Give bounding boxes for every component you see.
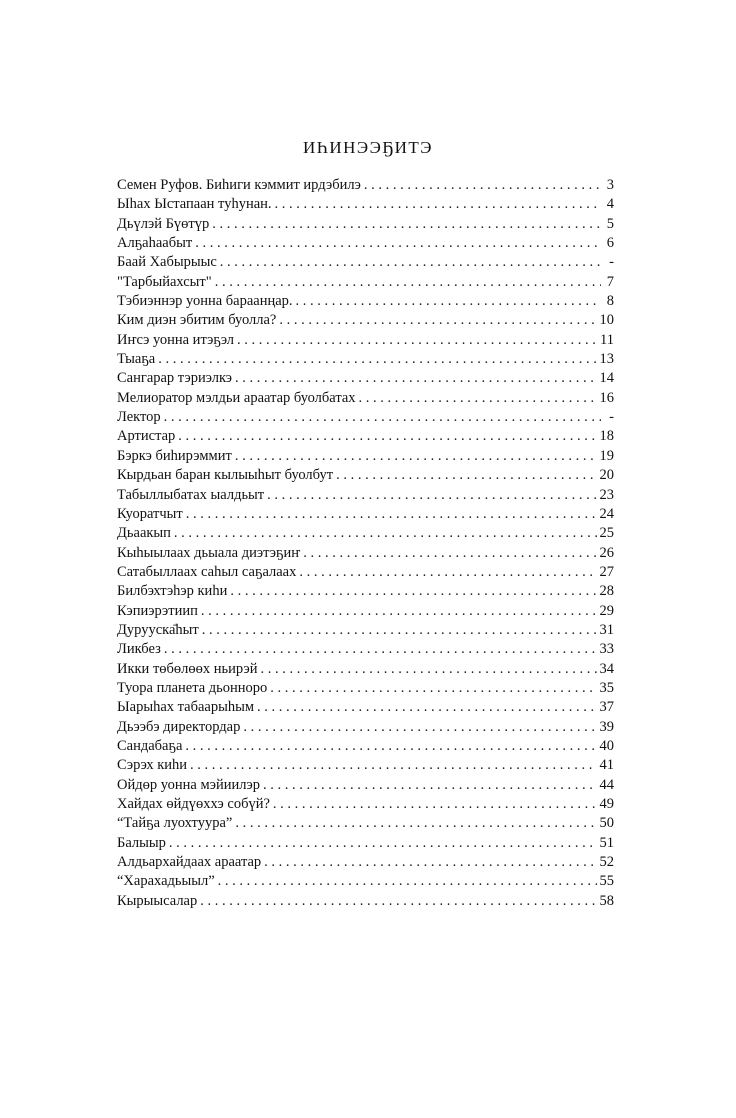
toc-entry-page-number: 16: [599, 389, 614, 406]
toc-entry-page-number: 50: [599, 815, 614, 832]
dot-leader: [235, 814, 596, 833]
dot-leader: [158, 350, 596, 369]
dot-leader: [364, 176, 601, 195]
toc-entry: [117, 389, 614, 408]
toc-entry-title: Ыарыһах табаарыһым: [117, 699, 254, 716]
toc-entry-page-number: 23: [599, 486, 614, 503]
toc-entry-page-number: 14: [599, 370, 614, 387]
toc-entry-page-number: 24: [599, 505, 614, 522]
toc-entry-page-number: 51: [599, 834, 614, 851]
toc-entry-page-number: 20: [599, 467, 614, 484]
dot-leader: [299, 563, 596, 582]
toc-entry-page-number: 49: [599, 796, 614, 812]
toc-entry-page-number: 18: [599, 428, 614, 445]
dot-leader: [230, 582, 596, 601]
toc-entry-title: Хайдах өйдүөххэ собүй?: [117, 796, 270, 812]
toc-entry-title: Сатабыллаах саһыл саҕалаах: [117, 563, 297, 580]
toc-entry-page-number: 11: [600, 331, 614, 348]
toc-entry: [117, 582, 614, 601]
dot-leader: [243, 718, 596, 737]
toc-entry-page-number: 40: [599, 737, 614, 754]
toc-entry-page-number: 55: [599, 873, 614, 890]
dot-leader: [261, 660, 597, 679]
toc-entry-title: Ойдөр уонна мэйиилэр: [117, 776, 261, 793]
toc-entry: [117, 892, 614, 911]
toc-entry: [117, 234, 614, 253]
toc-entry-title: “Тайҕа луохтуура”: [117, 815, 233, 832]
toc-entry: [117, 776, 614, 795]
dot-leader: [235, 447, 597, 466]
toc-entry-title: Ыһах Ыстапаан туһунан.: [117, 196, 272, 213]
toc-entry-title: Дурууска̄һыт: [117, 621, 199, 638]
dot-leader: [296, 292, 601, 311]
dot-leader: [201, 602, 597, 621]
dot-leader: [174, 524, 597, 543]
toc-entry: [117, 602, 614, 621]
dot-leader: [270, 679, 596, 698]
toc-entry: [117, 872, 614, 891]
toc-entry: [117, 524, 614, 543]
dot-leader: [303, 544, 596, 563]
toc-entry: [117, 331, 614, 350]
toc-entry: [117, 853, 614, 872]
toc-entry: [117, 273, 614, 292]
toc-entry-page-number: 41: [599, 757, 614, 774]
toc-entry-title: Алдьархайдаах араатар: [117, 854, 262, 871]
toc-entry: [117, 215, 614, 234]
toc-entry-title: Кэпиэрэтиип: [117, 602, 198, 619]
toc-entry: [117, 698, 614, 717]
toc-entry-page-number: 10: [599, 312, 614, 329]
dot-leader: [279, 311, 596, 330]
toc-entry-title: Дьүлэй Бүөтүр: [117, 215, 210, 232]
toc-entry-page-number: 5: [606, 215, 614, 232]
dot-leader: [359, 389, 597, 408]
toc-entry: [117, 292, 614, 311]
dot-leader: [273, 795, 597, 814]
toc-entry-title: Семен Руфов. Биһиги кэммит ирдэбилэ: [117, 177, 361, 193]
toc-entry-title: “Харахадьыыл”: [117, 873, 215, 890]
toc-entry-title: Сангарар тэриэлкэ: [117, 370, 233, 387]
toc-entry-page-number: 37: [599, 699, 614, 716]
toc-entry-page-number: 29: [599, 602, 614, 619]
toc-entry-title: Туора планета дьонноро: [117, 679, 268, 696]
dot-leader: [164, 640, 597, 659]
toc-entry: [117, 176, 614, 195]
toc-entry: [117, 544, 614, 563]
dot-leader: [220, 253, 601, 272]
toc-entry: [117, 814, 614, 833]
dot-leader: [169, 834, 597, 853]
dot-leader: [275, 195, 601, 214]
toc-entry: [117, 718, 614, 737]
dot-leader: [264, 853, 596, 872]
toc-entry-title: Лектор: [117, 409, 161, 426]
dot-leader: [185, 737, 596, 756]
toc-entry: [117, 737, 614, 756]
toc-entry: [117, 795, 614, 814]
dot-leader: [237, 331, 597, 350]
toc-entry-title: Мелиоратор мэлдьи араатар буолбатах: [117, 389, 356, 406]
toc-entry: [117, 369, 614, 388]
toc-entry-page-number: 52: [599, 854, 614, 871]
toc-entry-title: Кырыысалар: [117, 892, 198, 909]
dot-leader: [202, 621, 597, 640]
toc-entry: [117, 756, 614, 775]
toc-entry: [117, 660, 614, 679]
toc-entry-page-number: 6: [606, 235, 614, 252]
toc-entry-title: Ким диэн эбитим буолла?: [117, 312, 277, 329]
toc-entry-title: Сэрэх киһи: [117, 757, 188, 774]
toc-entry-title: "Тарбыйахсыт": [117, 273, 212, 290]
toc-entry-title: Билбэхтэһэр киһи: [117, 583, 228, 600]
dot-leader: [200, 892, 596, 911]
toc-entry-title: Баай Хабырыыс: [117, 254, 217, 271]
toc-entry: [117, 253, 614, 272]
toc-entry: [117, 621, 614, 640]
toc-entry-title: Сандабаҕа: [117, 737, 183, 754]
toc-entry-page-number: 34: [599, 660, 614, 677]
toc-entry: [117, 505, 614, 524]
toc-entry-title: Куоратчыт: [117, 505, 183, 522]
toc-entry-title: Бэркэ биһирэммит: [117, 447, 232, 464]
dot-leader: [263, 776, 596, 795]
toc-entry: [117, 427, 614, 446]
toc-entry-page-number: 8: [606, 293, 614, 310]
toc-entry-title: Иҥсэ уонна итэҕэл: [117, 331, 235, 348]
toc-entry: [117, 563, 614, 582]
dot-leader: [257, 698, 597, 717]
toc-entry-page-number: 28: [599, 583, 614, 600]
toc-entry-page-number: 33: [599, 641, 614, 658]
toc-entry-page-number: 19: [599, 447, 614, 464]
dot-leader: [267, 486, 596, 505]
toc-entry-title: Икки төбөлөөх ньирэй: [117, 660, 258, 677]
dot-leader: [164, 408, 601, 427]
toc-entry-title: Дьээбэ директордар: [117, 718, 241, 735]
toc-entry-page-number: 26: [599, 544, 614, 561]
dot-leader: [215, 273, 601, 292]
toc-entry: [117, 640, 614, 659]
table-of-contents-heading: ИҺИНЭЭҔИТЭ: [303, 138, 433, 157]
toc-entry-title: Кырдьан баран кылыыһыт буолбут: [117, 467, 334, 484]
toc-entry-page-number: 7: [606, 273, 614, 290]
toc-entry-page-number: 3: [606, 177, 614, 193]
toc-entry: [117, 311, 614, 330]
toc-entry-title: Артистар: [117, 428, 176, 445]
toc-entry-page-number: 13: [599, 351, 614, 368]
toc-entry-title: Дьаакып: [117, 525, 171, 542]
toc-entry-page-number: -: [609, 409, 614, 426]
table-of-contents: [117, 176, 614, 911]
dot-leader: [190, 756, 596, 775]
toc-entry: [117, 447, 614, 466]
toc-entry-page-number: 31: [599, 621, 614, 638]
toc-entry-page-number: 39: [599, 718, 614, 735]
toc-entry-title: Тыаҕа: [117, 351, 156, 368]
dot-leader: [186, 505, 597, 524]
toc-entry-page-number: 4: [606, 196, 614, 213]
toc-entry-page-number: 25: [599, 525, 614, 542]
toc-entry-title: Ликбез: [117, 641, 161, 658]
toc-entry: [117, 486, 614, 505]
toc-entry-page-number: 27: [599, 563, 614, 580]
toc-entry: [117, 834, 614, 853]
toc-entry-page-number: 44: [599, 776, 614, 793]
toc-entry-page-number: 58: [599, 892, 614, 909]
dot-leader: [336, 466, 596, 485]
toc-entry: [117, 466, 614, 485]
toc-entry-title: Алҕаһаабыт: [117, 235, 193, 252]
toc-entry-title: Кыһыылаах дьыала диэтэҕиҥ: [117, 544, 301, 561]
toc-entry: [117, 408, 614, 427]
dot-leader: [218, 872, 597, 891]
dot-leader: [195, 234, 601, 253]
toc-entry-title: Тэбиэннэр уонна бараанңар.: [117, 293, 293, 310]
toc-entry-page-number: 35: [599, 679, 614, 696]
dot-leader: [235, 369, 596, 388]
dot-leader: [212, 215, 601, 234]
dot-leader: [178, 427, 596, 446]
toc-entry: [117, 679, 614, 698]
toc-entry-title: Табыллыбатах ыалдьыт: [117, 486, 265, 503]
toc-entry-page-number: -: [609, 254, 614, 271]
toc-entry: [117, 350, 614, 369]
toc-entry: [117, 195, 614, 214]
toc-entry-title: Балыыр: [117, 834, 166, 851]
